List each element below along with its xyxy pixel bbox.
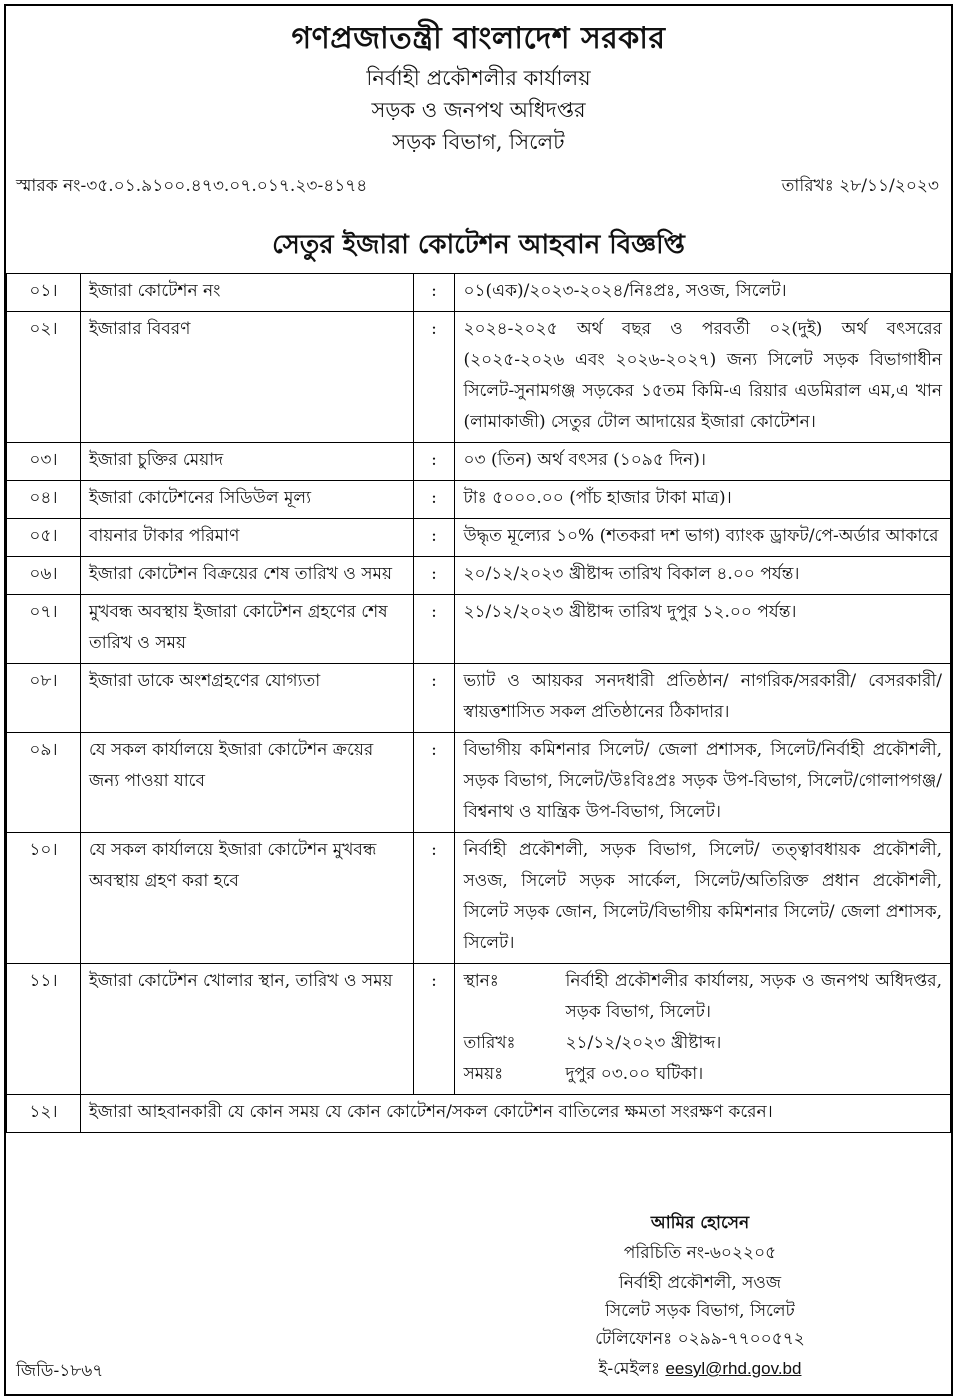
table-row [7,557,951,595]
table-row [7,1095,951,1133]
row-colon: : [413,557,455,595]
email-label: ই-মেইলঃ [598,1359,661,1379]
row-colon: : [413,964,455,1095]
row-serial: ১১। [7,964,81,1095]
row-colon: : [413,595,455,664]
row-colon: : [413,481,455,519]
date-value: ২১/১২/২০২৩ খ্রীষ্টাব্দ। [565,1033,722,1053]
row-label: ইজারা আহবানকারী যে কোন সময় যে কোন কোটেশন/সকল কোটেশন বাতিলের ক্ষমতা সংরক্ষণ করেন। [80,1095,950,1133]
row-label: ইজারা চুক্তির মেয়াদ [80,443,413,481]
row-label: যে সকল কার্যালয়ে ইজারা কোটেশন মুখবন্ধ অবস্থায় গ্রহণ করা হবে [80,833,413,964]
row-serial: ০৬। [7,557,81,595]
row-colon: : [413,664,455,733]
time-label: সময়ঃ [463,1064,504,1084]
row-label: ইজারার বিবরণ [80,312,413,443]
signatory-designation: নির্বাহী প্রকৌশলী, সওজ [618,1273,782,1293]
row-serial: ১২। [7,1095,81,1133]
table-row [7,733,951,833]
table-row [7,664,951,733]
row-serial: ০৪। [7,481,81,519]
table-row [7,274,951,312]
memo-number: স্মারক নং-৩৫.০১.৯১০০.৪৭৩.০৭.০১৭.২৩-৪১৭৪ [16,176,368,196]
time-value: দুপুর ০৩.০০ ঘটিকা। [565,1064,704,1084]
email-link[interactable]: eesyl@rhd.gov.bd [665,1359,802,1378]
table-row [7,833,951,964]
row-value: বিভাগীয় কমিশনার সিলেট/ জেলা প্রশাসক, সিলেট/নির্বাহী প্রকৌশলী, সড়ক বিভাগ, সিলেট/উঃবিঃপ্রঃ সড়ক উপ-বিভাগ, সিলেট/গোলাপগঞ্জ/বিশ্বনাথ ও যান্ত্রিক উপ-বিভাগ, সিলেট। [455,733,951,833]
notice-date: তারিখঃ ২৮/১১/২০২৩ [781,176,939,196]
gd-number: জিডি-১৮৬৭ [16,1361,104,1381]
signatory-phone: টেলিফোনঃ ০২৯৯-৭৭০০৫৭২ [595,1329,805,1349]
signatory-id: পরিচিতি নং-৬০২২০৫ [623,1243,777,1263]
table-row [7,964,951,1095]
signatory-name: আমির হোসেন [650,1213,750,1233]
row-label: ইজারা ডাকে অংশগ্রহণের যোগ্যতা [80,664,413,733]
row-serial: ১০। [7,833,81,964]
row-label: ইজারা কোটেশনের সিডিউল মূল্য [80,481,413,519]
place-value: নির্বাহী প্রকৌশলীর কার্যালয়, সড়ক ও জনপথ অধিদপ্তর, সড়ক বিভাগ, সিলেট। [565,971,942,1022]
row-label: ইজারা কোটেশন নং [80,274,413,312]
row-value: ভ্যাট ও আয়কর সনদধারী প্রতিষ্ঠান/ নাগরিক/সরকারী/ বেসরকারী/স্বায়ত্তশাসিত সকল প্রতিষ্ঠানের ঠিকাদার। [455,664,951,733]
row-serial: ০৮। [7,664,81,733]
row-serial: ০১। [7,274,81,312]
table-row [7,519,951,557]
row-value: ০৩ (তিন) অর্থ বৎসর (১০৯৫ দিন)। [455,443,951,481]
row-value: ০১(এক)/২০২৩-২০২৪/নিঃপ্রঃ, সওজ, সিলেট। [455,274,951,312]
row-colon: : [413,519,455,557]
row-colon: : [413,443,455,481]
date-label: তারিখঃ [463,1033,516,1053]
row-label: ইজারা কোটেশন খোলার স্থান, তারিখ ও সময় [80,964,413,1095]
row-value: টাঃ ৫০০০.০০ (পাঁচ হাজার টাকা মাত্র)। [455,481,951,519]
row-label: মুখবন্ধ অবস্থায় ইজারা কোটেশন গ্রহণের শেষ তারিখ ও সময় [80,595,413,664]
row-colon: : [413,312,455,443]
department-heading: সড়ক ও জনপথ অধিদপ্তর [371,98,586,122]
row-value: নির্বাহী প্রকৌশলী, সড়ক বিভাগ, সিলেট/ তত্ত্বাবধায়ক প্রকৌশলী, সওজ, সিলেট সড়ক সার্কেল, সিলেট/অতিরিক্ত প্রধান প্রকৌশলী, সিলেট সড়ক জোন, সিলেট/বিভাগীয় কমিশনার সিলেট/ জেলা প্রশাসক, সিলেট। [455,833,951,964]
notice-title: সেতুর ইজারা কোটেশন আহবান বিজ্ঞপ্তি [272,230,685,260]
table-row [7,312,951,443]
row-serial: ০৯। [7,733,81,833]
government-heading: গণপ্রজাতন্ত্রী বাংলাদেশ সরকার [291,21,666,56]
row-serial: ০২। [7,312,81,443]
row-serial: ০৩। [7,443,81,481]
row-serial: ০৫। [7,519,81,557]
place-label: স্থানঃ [463,971,499,991]
table-row [7,481,951,519]
signatory-email-line [500,1356,900,1384]
row-label: যে সকল কার্যালয়ে ইজারা কোটেশন ক্রয়ের জন্য পাওয়া যাবে [80,733,413,833]
row-label: বায়নার টাকার পরিমাণ [80,519,413,557]
signatory-office: সিলেট সড়ক বিভাগ, সিলেট [605,1301,795,1321]
row-label: ইজারা কোটেশন বিক্রয়ের শেষ তারিখ ও সময় [80,557,413,595]
notice-table [6,273,951,1133]
opening-details [455,964,951,1095]
row-colon: : [413,833,455,964]
row-value: উদ্ধৃত মূল্যের ১০% (শতকরা দশ ভাগ) ব্যাংক ড্রাফট/পে-অর্ডার আকারে [455,519,951,557]
table-row [7,443,951,481]
row-serial: ০৭। [7,595,81,664]
division-heading: সড়ক বিভাগ, সিলেট [392,130,565,154]
row-colon: : [413,733,455,833]
row-value: ২১/১২/২০২৩ খ্রীষ্টাব্দ তারিখ দুপুর ১২.০০ পর্যন্ত। [455,595,951,664]
row-value: ২০২৪-২০২৫ অর্থ বছর ও পরবর্তী ০২(দুই) অর্থ বৎসরের (২০২৫-২০২৬ এবং ২০২৬-২০২৭) জন্য সিলেট সড়ক বিভাগাধীন সিলেট-সুনামগঞ্জ সড়কের ১৫তম কিমি-এ রিয়ার এডমিরাল এম,এ খান (লামাকাজী) সেতুর টোল আদায়ের ইজারা কোটেশন। [455,312,951,443]
office-heading: নির্বাহী প্রকৌশলীর কার্যালয় [366,66,591,90]
table-row [7,595,951,664]
row-value: ২০/১২/২০২৩ খ্রীষ্টাব্দ তারিখ বিকাল ৪.০০ পর্যন্ত। [455,557,951,595]
row-colon: : [413,274,455,312]
